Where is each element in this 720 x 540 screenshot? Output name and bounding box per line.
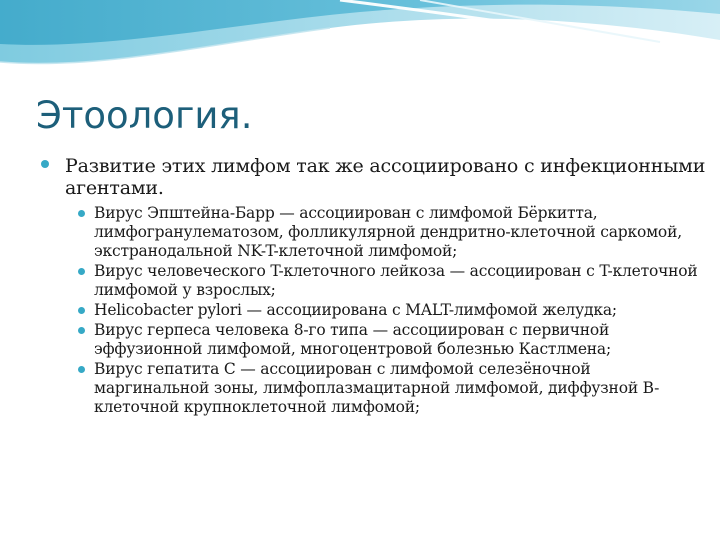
sub-bullet-text: Вирус гепатита C — ассоциирован с лимфомой селезёночной маргинальной зоны, лимфоплазмацитарной лимфомой, диффузной B-клеточной крупноклеточной лимфомой; [94, 360, 660, 416]
sub-bullet-text: Helicobacter pylori — ассоциирована с MALT-лимфомой желудка; [94, 301, 617, 319]
bullet-marker-icon [78, 268, 85, 275]
bullet-marker-icon [41, 160, 49, 168]
main-bullet-text: Развитие этих лимфом так же ассоциировано с инфекционными агентами. [65, 155, 706, 199]
bullet-marker-icon [78, 210, 85, 217]
sub-bullet-text: Вирус герпеса человека 8-го типа — ассоциирован с первичной эффузионной лимфомой, многоцентровой болезнью Кастлмена; [94, 321, 611, 358]
sub-bullet-item [36, 360, 706, 417]
sub-bullet-text: Вирус человеческого T-клеточного лейкоза — ассоциирован с T-клеточной лимфомой у взрослых; [94, 262, 698, 299]
header-wave-decoration [0, 0, 720, 90]
sub-bullet-item [36, 301, 706, 320]
sub-bullet-list [36, 204, 706, 417]
slide-content [36, 155, 706, 418]
slide-title: Этоология. [36, 94, 253, 137]
sub-bullet-item [36, 262, 706, 300]
sub-bullet-text: Вирус Эпштейна-Барр — ассоциирован с лимфомой Бёркитта, лимфогранулематозом, фолликулярной дендритно-клеточной саркомой, экстранодальной NK-T-клеточной лимфомой; [94, 204, 682, 260]
sub-bullet-item [36, 321, 706, 359]
bullet-marker-icon [78, 327, 85, 334]
sub-bullet-item [36, 204, 706, 261]
main-bullet [36, 155, 706, 199]
bullet-marker-icon [78, 307, 85, 314]
bullet-marker-icon [78, 366, 85, 373]
